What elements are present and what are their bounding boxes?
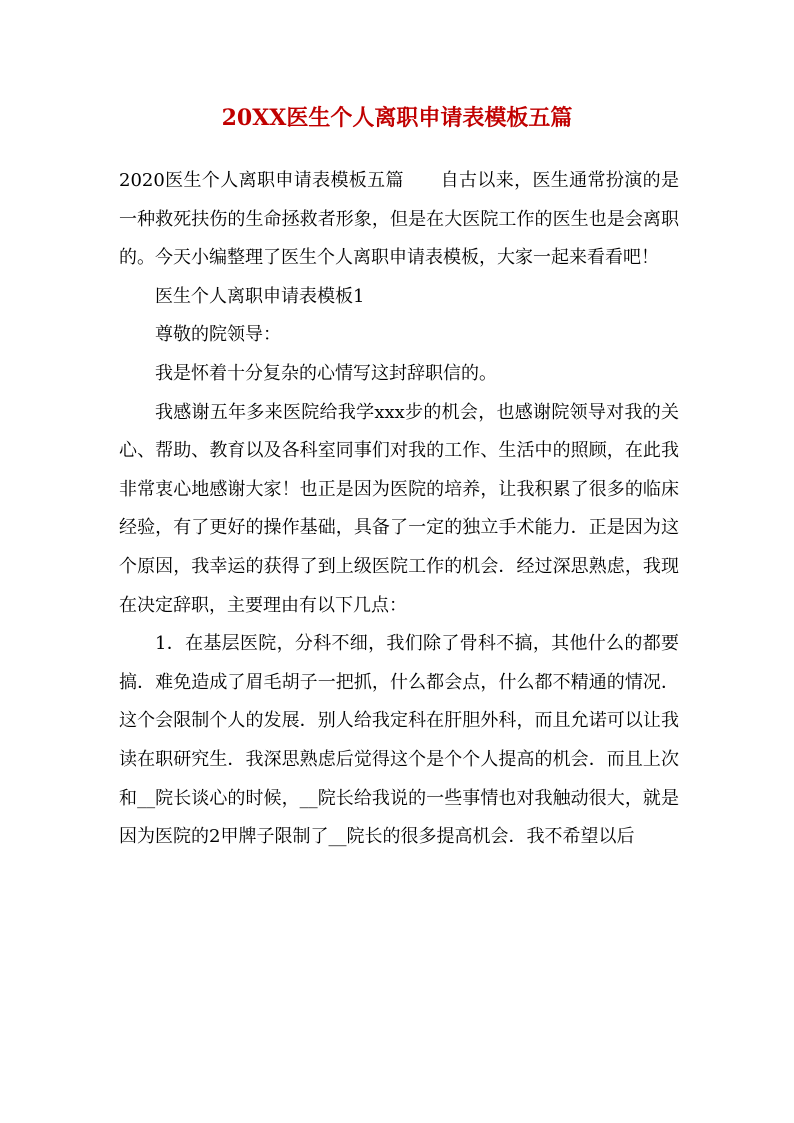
document-title: 20XX医生个人离职申请表模板五篇 [221, 105, 573, 131]
body-paragraph: 1．在基层医院，分科不细，我们除了骨科不搞，其他什么的都要搞．难免造成了眉毛胡子一把抓，什么都会点，什么都不精通的情况．这个会限制个人的发展．别人给我定科在肝胆外科，而且允诺可以让我读在职研究生．我深思熟虑后觉得这个是个个人提高的机会．而且上次和__院长谈心的时候，__院长给我说的一些事情也对我触动很大，就是因为医院的2甲牌子限制了__院长的很多提高机会．我不希望以后 [119, 633, 679, 848]
section-heading: 医生个人离职申请表模板1 [155, 285, 365, 307]
salutation: 尊敬的院领导： [155, 324, 281, 346]
document-body [119, 162, 679, 857]
body-paragraph: 我感谢五年多来医院给我学xxx步的机会，也感谢院领导对我的关心、帮助、教育以及各科室同事们对我的工作、生活中的照顾，在此我非常衷心地感谢大家！也正是因为医院的培养，让我积累了很多的临床经验，有了更好的操作基础，具备了一定的独立手术能力．正是因为这个原因，我幸运的获得了到上级医院工作的机会．经过深思熟虑，我现在决定辞职，主要理由有以下几点： [119, 401, 679, 616]
body-paragraph: 我是怀着十分复杂的心情写这封辞职信的。 [155, 362, 497, 384]
intro-paragraph: 2020医生个人离职申请表模板五篇 自古以来，医生通常扮演的是一种救死扶伤的生命拯救者形象，但是在大医院工作的医生也是会离职的。今天小编整理了医生个人离职申请表模板，大家一起来看看吧！ [119, 170, 679, 269]
